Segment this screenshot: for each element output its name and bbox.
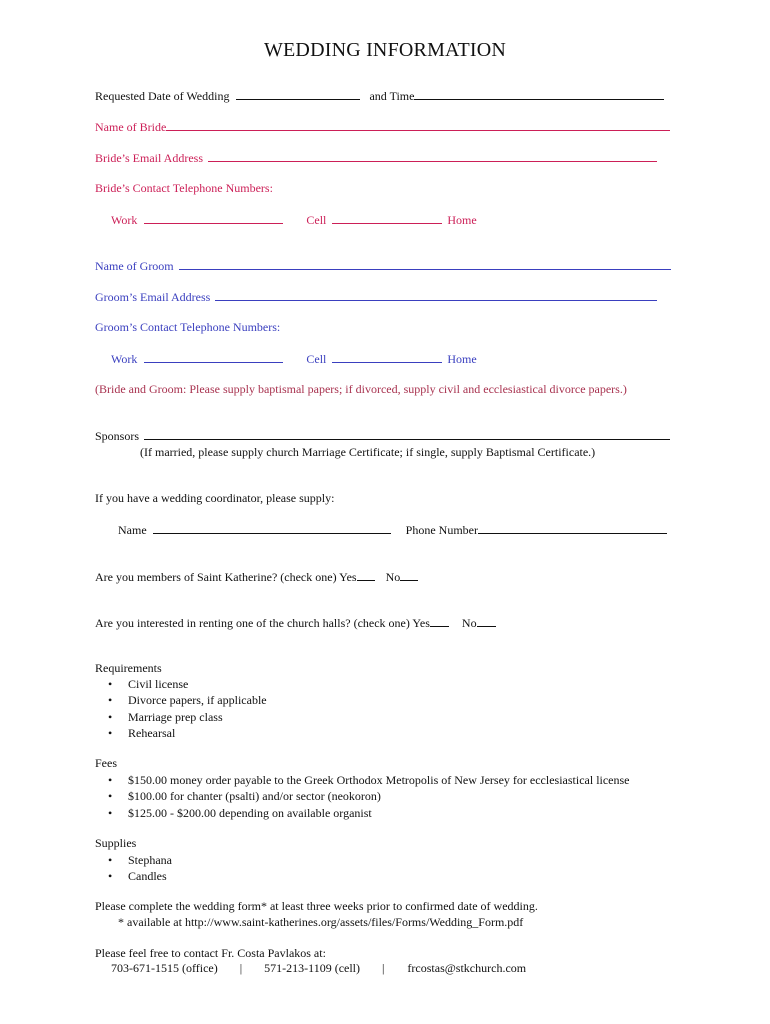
members-no-field[interactable] (400, 569, 418, 581)
bride-name-field[interactable] (166, 119, 670, 131)
fees-heading: Fees (95, 756, 117, 770)
contact-row (111, 961, 526, 976)
groom-work-field[interactable] (144, 351, 283, 363)
sponsors-field[interactable] (144, 428, 670, 440)
groom-email-field[interactable] (215, 289, 657, 301)
page-title: WEDDING INFORMATION (263, 39, 507, 61)
groom-home-label: Home (447, 352, 477, 366)
groom-phones-label: Groom’s Contact Telephone Numbers: (95, 320, 281, 334)
contact-separator: | (239, 961, 243, 975)
wedding-date-field[interactable] (236, 88, 360, 100)
members-no-label: No (385, 570, 401, 584)
bride-email-field[interactable] (208, 150, 657, 162)
members-question-text: Are you members of Saint Katherine? (check one) Yes (95, 570, 357, 584)
bride-email-row (95, 150, 657, 166)
list-item: • $125.00 - $200.00 depending on available organist (95, 805, 630, 821)
contact-email: frcostas@stkchurch.com (407, 961, 527, 975)
groom-phones-row (111, 351, 477, 367)
wedding-time-field[interactable] (414, 88, 664, 100)
groom-name-field[interactable] (179, 258, 671, 270)
supplies-heading: Supplies (95, 836, 137, 850)
bride-phones-label: Bride’s Contact Telephone Numbers: (95, 181, 273, 195)
requirements-heading: Requirements (95, 661, 162, 675)
requirements-list (95, 676, 267, 741)
bride-phones-row (111, 212, 477, 228)
bride-work-label: Work (111, 213, 138, 227)
baptismal-note: (Bride and Groom: Please supply baptismal papers; if divorced, supply civil and ecclesiastical divorce papers.) (95, 382, 627, 396)
groom-cell-field[interactable] (332, 351, 442, 363)
sponsors-note: (If married, please supply church Marriage Certificate; if single, supply Baptismal Certificate.) (140, 445, 596, 459)
members-question-row (95, 569, 418, 585)
groom-work-label: Work (111, 352, 138, 366)
contact-office-phone: 703-671-1515 (office) (111, 961, 218, 975)
groom-email-row (95, 289, 657, 305)
sponsors-row (95, 428, 670, 444)
halls-no-label: No (461, 616, 477, 630)
bride-name-row (95, 119, 670, 135)
coordinator-row (118, 522, 667, 538)
halls-question-text: Are you interested in renting one of the church halls? (check one) Yes (95, 616, 430, 630)
list-item: • $100.00 for chanter (psalti) and/or sector (neokoron) (95, 788, 630, 804)
bride-home-label: Home (447, 213, 477, 227)
groom-email-label: Groom’s Email Address (95, 290, 211, 304)
coordinator-intro: If you have a wedding coordinator, please supply: (95, 491, 335, 505)
list-item: • Civil license (95, 676, 267, 692)
bride-name-label: Name of Bride (95, 120, 167, 134)
contact-intro: Please feel free to contact Fr. Costa Pavlakos at: (95, 946, 326, 960)
available-note: * available at http://www.saint-katherines.org/assets/files/Forms/Wedding_Form.pdf (118, 915, 524, 929)
wedding-date-label: Requested Date of Wedding (95, 89, 230, 103)
complete-note: Please complete the wedding form* at least three weeks prior to confirmed date of wedding. (95, 899, 538, 913)
coordinator-phone-label: Phone Number (405, 523, 478, 537)
contact-cell-phone: 571-213-1109 (cell) (264, 961, 361, 975)
list-item: • Candles (95, 868, 172, 884)
coordinator-name-label: Name (118, 523, 147, 537)
list-item: • $150.00 money order payable to the Greek Orthodox Metropolis of New Jersey for ecclesiastical license (95, 772, 630, 788)
halls-question-row (95, 615, 496, 631)
halls-no-field[interactable] (477, 615, 496, 627)
supplies-list (95, 852, 172, 885)
halls-yes-field[interactable] (430, 615, 449, 627)
bride-cell-field[interactable] (332, 212, 442, 224)
list-item: • Divorce papers, if applicable (95, 692, 267, 708)
fees-list (95, 772, 630, 821)
coordinator-phone-field[interactable] (478, 522, 667, 534)
contact-separator: | (382, 961, 385, 975)
list-item: • Rehearsal (95, 725, 267, 741)
list-item: • Stephana (95, 852, 172, 868)
wedding-time-label: and Time (369, 89, 415, 103)
groom-name-label: Name of Groom (95, 259, 174, 273)
bride-work-field[interactable] (144, 212, 283, 224)
sponsors-label: Sponsors (95, 429, 140, 443)
bride-email-label: Bride’s Email Address (95, 151, 203, 165)
groom-cell-label: Cell (306, 352, 327, 366)
bride-cell-label: Cell (306, 213, 327, 227)
coordinator-name-field[interactable] (153, 522, 391, 534)
groom-name-row (95, 258, 671, 274)
members-yes-field[interactable] (357, 569, 375, 581)
list-item: • Marriage prep class (95, 709, 267, 725)
wedding-date-row (95, 88, 664, 104)
